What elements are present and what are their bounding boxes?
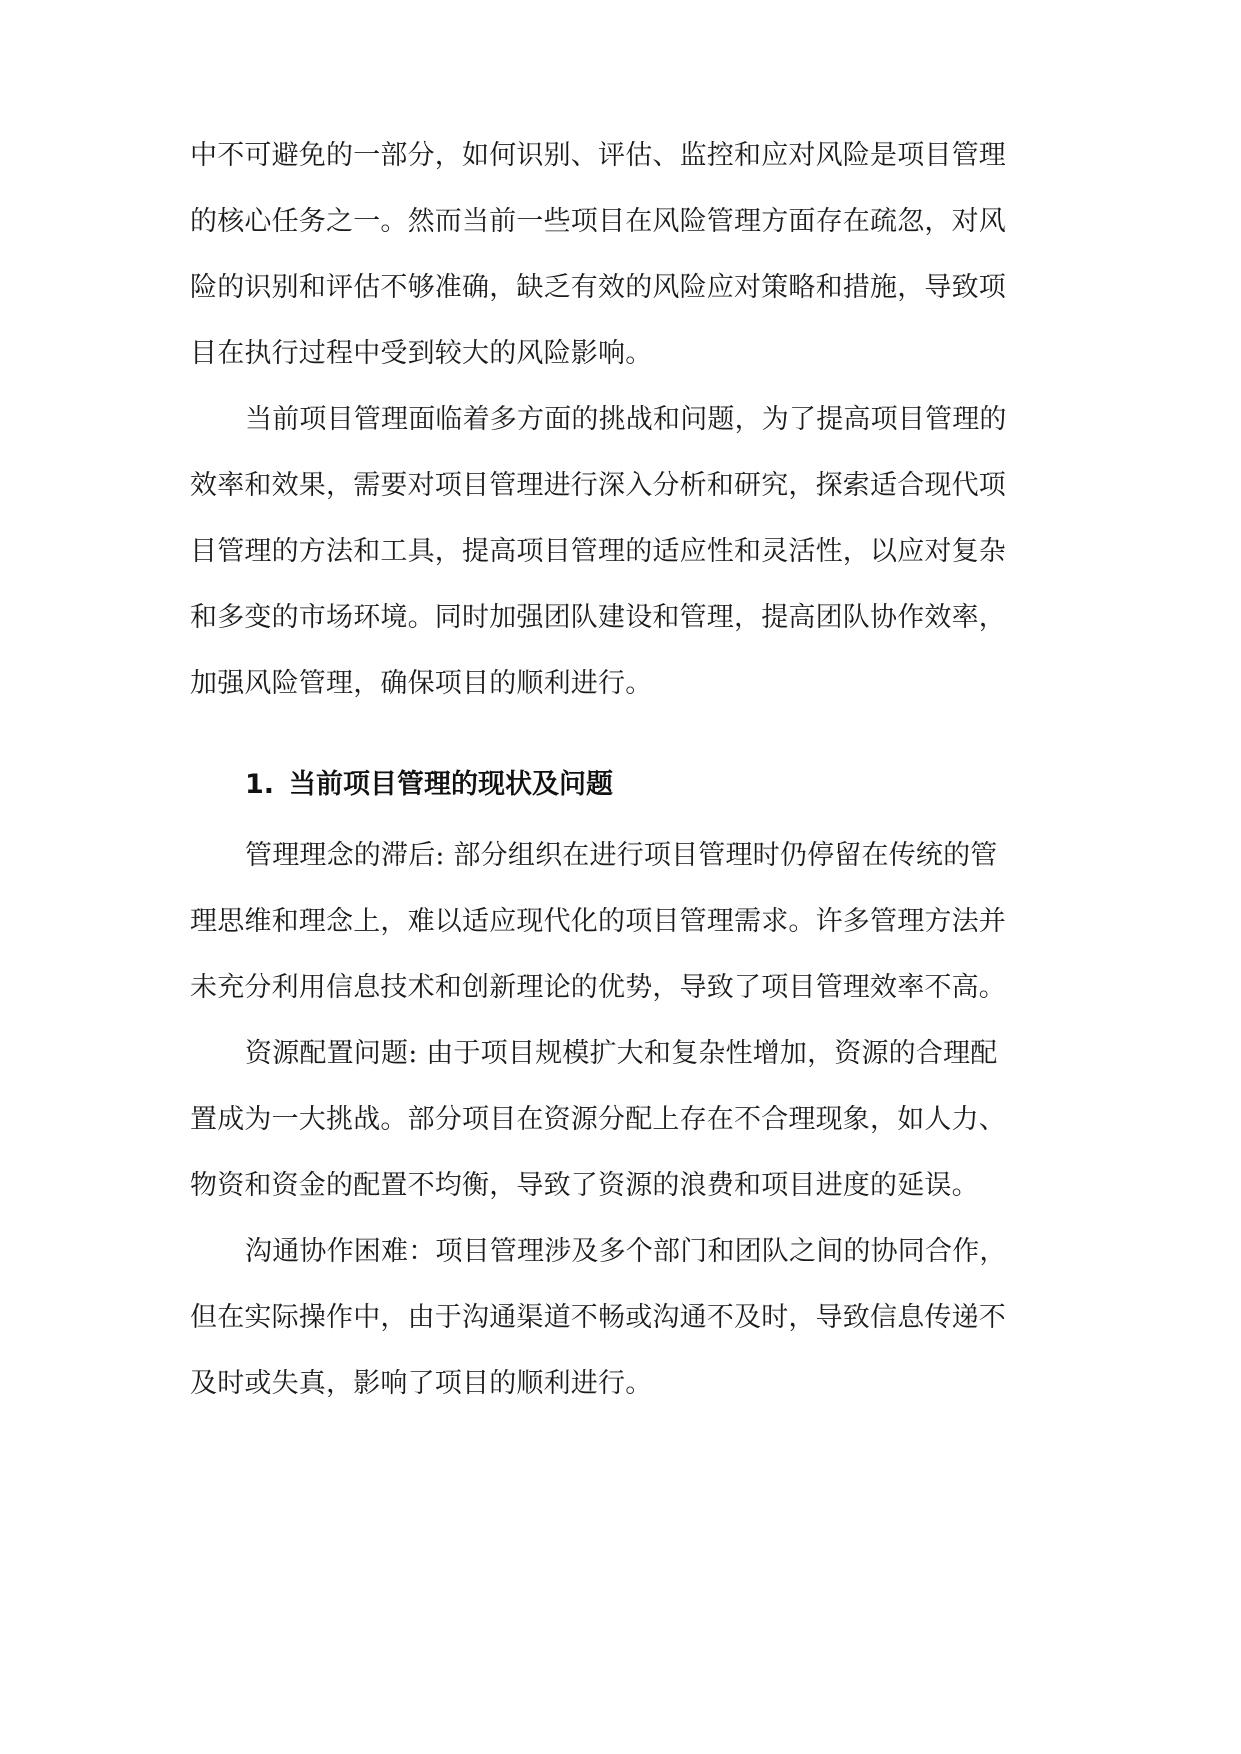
text-line: 未充分利用信息技术和创新理论的优势，导致了项目管理效率不高。	[190, 972, 1006, 1003]
text-line: 加强风险管理，确保项目的顺利进行。	[190, 668, 653, 699]
text-line: 物资和资金的配置不均衡，导致了资源的浪费和项目进度的延误。	[190, 1170, 979, 1201]
text-line: 资源配置问题: 由于项目规模扩大和复杂性增加，资源的合理配	[245, 1038, 998, 1069]
text-line: 管理理念的滞后: 部分组织在进行项目管理时仍停留在传统的管	[245, 840, 998, 871]
text-line: 置成为一大挑战。部分项目在资源分配上存在不合理现象，如人力、	[190, 1104, 1006, 1135]
text-line: 理思维和理念上，难以适应现代化的项目管理需求。许多管理方法并	[190, 906, 1006, 937]
text-line: 中不可避免的一部分，如何识别、评估、监控和应对风险是项目管理	[190, 140, 1006, 171]
text-line: 沟通协作困难：项目管理涉及多个部门和团队之间的协同合作，	[245, 1236, 1007, 1267]
text-line: 及时或失真，影响了项目的顺利进行。	[190, 1368, 653, 1399]
section-number: 1.	[245, 769, 275, 800]
text-line: 目管理的方法和工具，提高项目管理的适应性和灵活性，以应对复杂	[190, 536, 1006, 567]
text-line: 和多变的市场环境。同时加强团队建设和管理，提高团队协作效率，	[190, 602, 1006, 633]
text-line: 但在实际操作中，由于沟通渠道不畅或沟通不及时，导致信息传递不	[190, 1302, 1006, 1333]
section-heading	[245, 765, 613, 805]
text-line: 目在执行过程中受到较大的风险影响。	[190, 338, 653, 369]
text-line: 险的识别和评估不够准确，缺乏有效的风险应对策略和措施，导致项	[190, 272, 1006, 303]
section-title: 当前项目管理的现状及问题	[289, 769, 613, 800]
text-line: 当前项目管理面临着多方面的挑战和问题，为了提高项目管理的	[245, 404, 1007, 435]
text-line: 的核心任务之一。然而当前一些项目在风险管理方面存在疏忽，对风	[190, 206, 1006, 237]
text-line: 效率和效果，需要对项目管理进行深入分析和研究，探索适合现代项	[190, 470, 1006, 501]
